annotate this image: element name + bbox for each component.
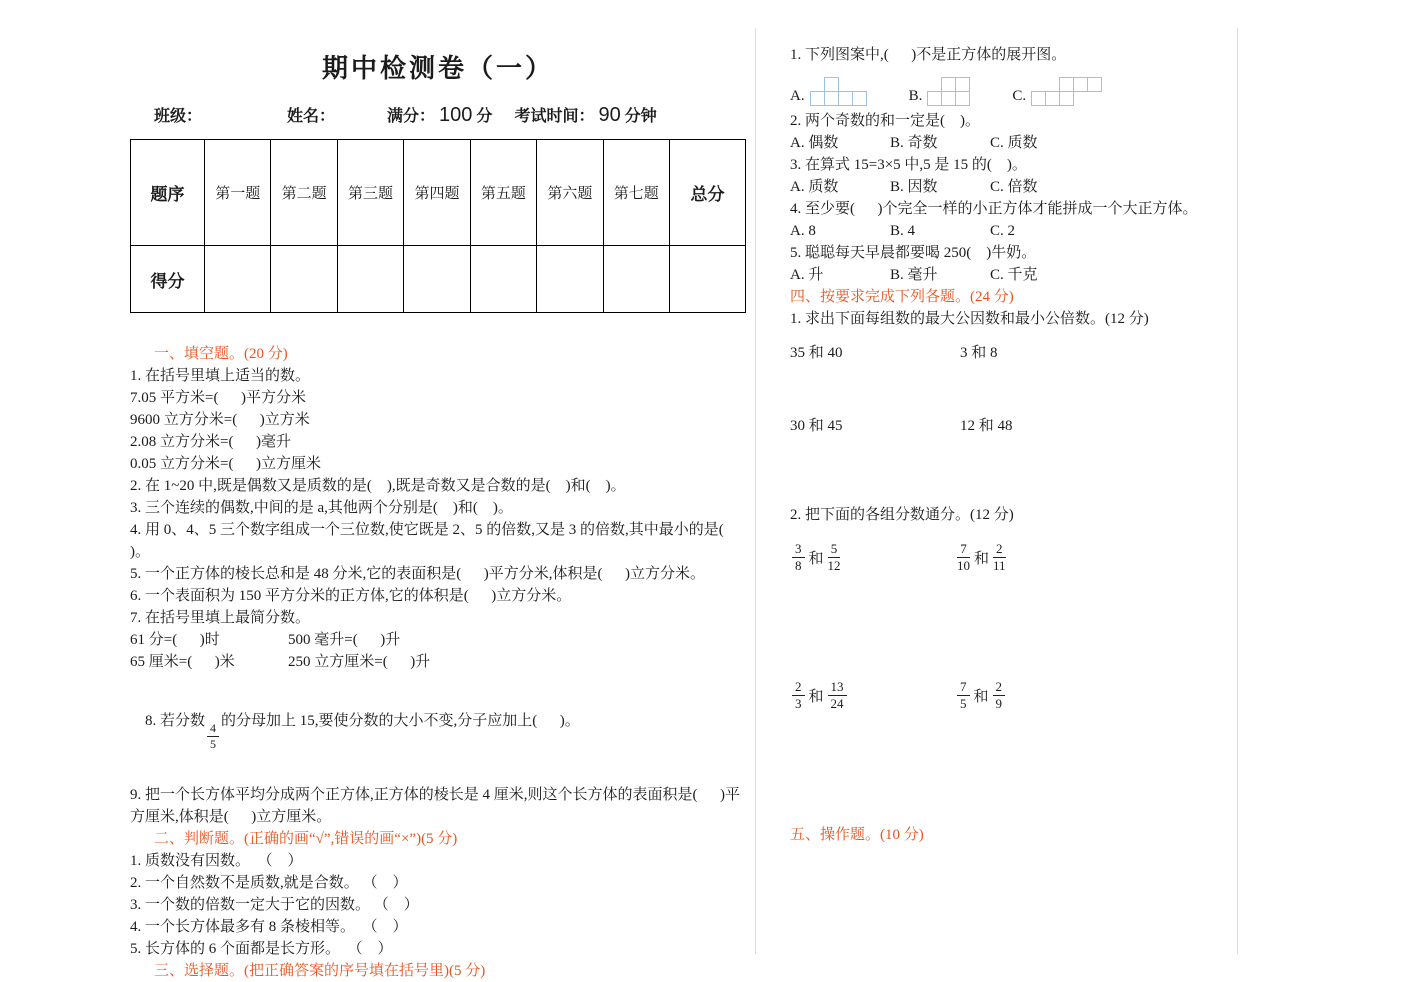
choice-q2-options: [790, 132, 1238, 154]
choice-q1-option-a: [790, 77, 867, 106]
choice-q1-option-b: [909, 77, 971, 106]
score-table-col-5: 第五题: [470, 140, 536, 246]
left-column: [130, 48, 746, 982]
judge-item-4: 4. 一个长方体最多有 8 条棱相等。 （ ）: [130, 918, 408, 935]
option-b-label: B.: [908, 88, 923, 104]
choice-q5-option-a: A. 升: [790, 267, 824, 283]
section-2-heading: 二、判断题。(正确的画“√”,错误的画“×”)(5 分): [154, 830, 458, 847]
number-pair-1: 35 和 40: [790, 345, 843, 361]
section-5-heading: 五、操作题。(10 分): [790, 826, 924, 843]
fraction-numerator: 7: [957, 680, 970, 696]
fill-item-7-cell-c: 65 厘米=( )米: [130, 654, 235, 670]
score-table-col-4: 第四题: [404, 140, 470, 246]
score-cell: [404, 246, 470, 313]
judge-item-3: 3. 一个数的倍数一定大于它的因数。 （ ）: [130, 896, 419, 913]
score-cell: [271, 246, 337, 313]
option-a-label: A.: [790, 88, 805, 104]
full-score-value: 100: [439, 104, 473, 126]
exam-time-unit: 分钟: [624, 108, 657, 125]
number-pair-2: 3 和 8: [960, 345, 998, 361]
fraction-numerator: 7: [957, 542, 970, 558]
score-cell: [670, 246, 746, 313]
exam-time-value: 90: [598, 104, 621, 126]
section-3-heading: 三、选择题。(把正确答案的序号填在括号里)(5 分): [154, 962, 486, 979]
score-cell: [337, 246, 403, 313]
choice-q1-option-c: [1012, 77, 1102, 106]
fraction-pair-3: [790, 680, 955, 712]
fraction-pair-row-2: [790, 680, 1238, 712]
conjunction: 和: [974, 551, 990, 568]
choice-q4-option-a: A. 8: [790, 223, 816, 239]
fraction-7-10: [957, 542, 970, 574]
choice-q1-options-row: [790, 66, 1238, 110]
exam-title: 期中检测卷（一）: [321, 54, 554, 83]
fraction-denominator: 9: [995, 695, 1003, 711]
fraction-pair-2: [955, 542, 1238, 574]
choice-q3: 3. 在算式 15=3×5 中,5 是 15 的( )。: [790, 157, 1027, 173]
gcd-lcm-row-1: [790, 342, 1238, 364]
gcd-lcm-row-2: [790, 415, 1238, 437]
fraction-denominator: 8: [795, 557, 802, 573]
fraction-pair-row-1: [790, 542, 1238, 574]
fill-item-8-suffix: 的分母加上 15,要使分数的大小不变,分子应加上( )。: [221, 713, 580, 729]
score-cell: [470, 246, 536, 313]
fraction-numerator: 4: [207, 722, 219, 737]
fraction-2-3: [792, 680, 805, 712]
fraction-denominator: 10: [957, 557, 970, 573]
score-table-col-6: 第六题: [537, 140, 603, 246]
score-table-col-1: 第一题: [205, 140, 271, 246]
fill-item-1-line-d: 0.05 立方分米=( )立方厘米: [130, 456, 321, 472]
choice-q3-option-b: B. 因数: [890, 179, 938, 195]
fill-item-9: 9. 把一个长方体平均分成两个正方体,正方体的棱长是 4 厘米,则这个长方体的表面积是( )平方厘米,体积是( )立方厘米。: [130, 786, 740, 825]
score-cell: [205, 246, 271, 313]
class-label: 班级：: [154, 108, 203, 125]
name-label: 姓名：: [287, 108, 336, 125]
gcd-lcm-question: 1. 求出下面每组数的最大公因数和最小公倍数。(12 分): [790, 311, 1149, 327]
number-pair-3: 30 和 45: [790, 418, 843, 434]
cube-net-c-icon: [1031, 77, 1102, 106]
choice-q4-options: [790, 220, 1238, 242]
score-row-label: 得分: [131, 246, 205, 313]
score-table-header-row: [131, 140, 746, 246]
choice-q4: 4. 至少要( )个完全一样的小正方体才能拼成一个大正方体。: [790, 201, 1198, 217]
judge-item-2: 2. 一个自然数不是质数,就是合数。 （ ）: [130, 874, 408, 891]
fill-item-7-cell-a: 61 分=( )时: [130, 632, 220, 648]
exam-time-label: 考试时间：: [514, 108, 595, 125]
fraction-numerator: 2: [993, 542, 1006, 558]
section-1-heading: 一、填空题。(20 分): [154, 346, 288, 362]
fill-item-7-cell-b: 500 毫升=( )升: [288, 632, 401, 648]
fraction-numerator: 2: [792, 680, 805, 696]
fill-item-3: 3. 三个连续的偶数,中间的是 a,其他两个分别是( )和( )。: [130, 500, 513, 516]
choice-q5-option-b: B. 毫升: [890, 267, 938, 283]
conjunction: 和: [808, 551, 824, 568]
judge-item-5: 5. 长方体的 6 个面都是长方形。 （ ）: [130, 940, 393, 957]
full-score-label: 满分：: [387, 108, 436, 125]
fill-item-4: 4. 用 0、4、5 三个数字组成一个三位数,使它既是 2、5 的倍数,又是 3 的倍数,其中最小的是( )。: [130, 522, 747, 560]
fill-item-6: 6. 一个表面积为 150 平方分米的正方体,它的体积是( )立方分米。: [130, 588, 572, 604]
fill-item-2: 2. 在 1~20 中,既是偶数又是质数的是( ),既是奇数又是合数的是( )和( )。: [130, 478, 626, 494]
score-cell: [537, 246, 603, 313]
common-denominator-question: 2. 把下面的各组分数通分。(12 分): [790, 507, 1014, 523]
fill-item-1: 1. 在括号里填上适当的数。: [130, 368, 311, 384]
fraction-denominator: 12: [827, 557, 841, 573]
score-table-score-row: [131, 246, 746, 313]
fill-item-7: 7. 在括号里填上最简分数。: [130, 610, 311, 626]
choice-q1: 1. 下列图案中,( )不是正方体的展开图。: [790, 47, 1067, 63]
fraction-numerator: 5: [828, 542, 841, 558]
score-cell: [603, 246, 669, 313]
choice-q5: 5. 聪聪每天早晨都要喝 250( )牛奶。: [790, 245, 1037, 261]
choice-q3-option-a: A. 质数: [790, 179, 839, 195]
cube-net-a-icon: [810, 77, 867, 106]
fill-item-5: 5. 一个正方体的棱长总和是 48 分米,它的表面积是( )平方分米,体积是( )立方分米。: [130, 566, 705, 582]
exam-info-row: [130, 103, 746, 127]
judge-item-1: 1. 质数没有因数。 （ ）: [130, 852, 303, 869]
number-pair-4: 12 和 48: [960, 418, 1013, 434]
choice-q2-option-b: B. 奇数: [890, 135, 938, 151]
fraction-denominator: 11: [993, 557, 1006, 573]
score-table-col-7: 第七题: [603, 140, 669, 246]
fraction-4-5: [207, 722, 219, 752]
fill-item-8: [130, 673, 746, 784]
full-score-unit: 分: [476, 108, 493, 125]
fraction-denominator: 3: [795, 695, 802, 711]
fill-item-7-row-2: [130, 651, 746, 673]
fill-item-1-line-c: 2.08 立方分米=( )毫升: [130, 434, 291, 450]
fraction-numerator: 2: [993, 680, 1006, 696]
fraction-denominator: 5: [210, 736, 217, 751]
fill-item-7-row-1: [130, 629, 746, 651]
fraction-denominator: 5: [960, 695, 967, 711]
choice-q5-options: [790, 264, 1238, 286]
choice-q2: 2. 两个奇数的和一定是( )。: [790, 113, 980, 129]
fraction-denominator: 24: [830, 695, 844, 711]
fill-item-1-line-a: 7.05 平方米=( )平方分米: [130, 390, 306, 406]
fraction-7-5: [957, 680, 970, 712]
option-c-label: C.: [1012, 88, 1027, 104]
right-column: [790, 44, 1238, 846]
fraction-5-12: [828, 542, 841, 574]
fraction-pair-1: [790, 542, 955, 574]
fraction-numerator: 13: [828, 680, 847, 696]
conjunction: 和: [808, 689, 824, 706]
fraction-13-24: [828, 680, 847, 712]
column-divider: [755, 28, 756, 954]
fraction-numerator: 3: [792, 542, 805, 558]
fraction-3-8: [792, 542, 805, 574]
fill-item-1-line-b: 9600 立方分米=( )立方米: [130, 412, 310, 428]
fraction-2-11: [993, 542, 1006, 574]
score-table-corner: 题序: [131, 140, 205, 246]
fraction-2-9: [993, 680, 1006, 712]
choice-q4-option-c: C. 2: [990, 223, 1016, 239]
choice-q5-option-c: C. 千克: [990, 267, 1038, 283]
score-table-total: 总分: [670, 140, 746, 246]
cube-net-b-icon: [927, 77, 970, 106]
fill-item-8-prefix: 8. 若分数: [145, 713, 206, 729]
score-table: [130, 139, 746, 313]
fill-item-7-cell-d: 250 立方厘米=( )升: [288, 654, 431, 670]
choice-q2-option-a: A. 偶数: [790, 135, 839, 151]
choice-q3-options: [790, 176, 1238, 198]
choice-q4-option-b: B. 4: [890, 223, 916, 239]
score-table-col-3: 第三题: [337, 140, 403, 246]
choice-q3-option-c: C. 倍数: [990, 179, 1038, 195]
section-4-heading: 四、按要求完成下列各题。(24 分): [790, 289, 1014, 305]
score-table-col-2: 第二题: [271, 140, 337, 246]
choice-q2-option-c: C. 质数: [990, 135, 1038, 151]
conjunction: 和: [973, 689, 989, 706]
fraction-pair-4: [955, 680, 1238, 712]
